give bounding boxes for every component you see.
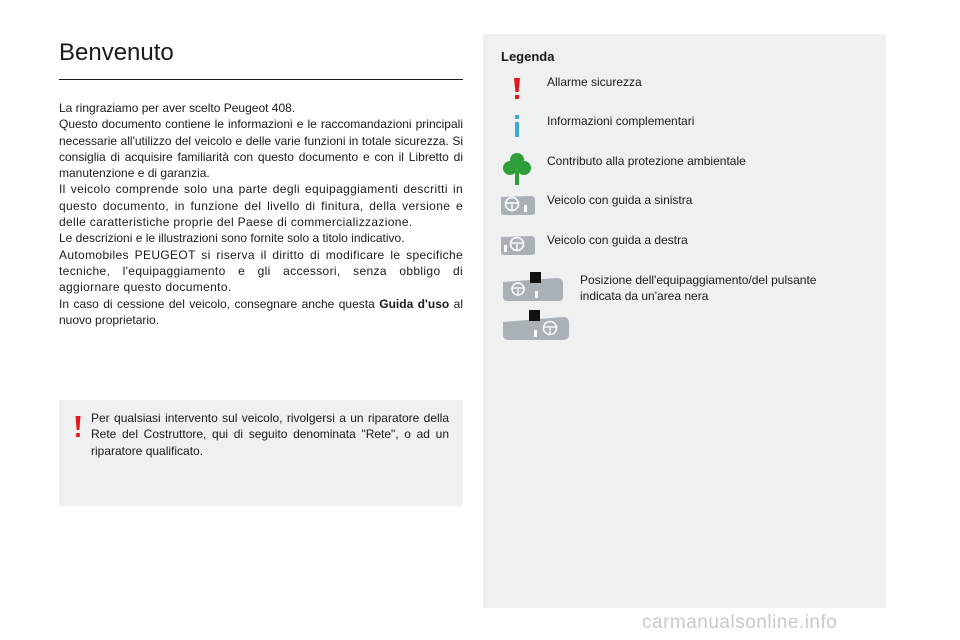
red-exclamation-icon [513,78,521,100]
intro-paragraph: La ringraziamo per aver scelto Peugeot 408. [59,101,296,115]
warning-text: Per qualsiasi intervento sul veicolo, rivolgersi a un riparatore della Rete del Costruttore, qui di seguito denominata "Rete", o ad un riparatore qualificato. [91,411,449,458]
legend-title: Legenda [501,49,555,64]
red-exclamation-icon [75,416,81,438]
intro-paragraph: Questo documento contiene le informazioni e le raccomandazioni principali necessarie all'utilizzo del veicolo e delle varie funzioni in totale sicurezza. Si consiglia di acquisire familiarità con questo documento e con il Libretto di manutenzione e di garanzia. [59,117,463,181]
title-divider [59,79,463,80]
legend-label: Informazioni complementari [547,114,695,128]
legend-label: Veicolo con guida a sinistra [547,193,693,207]
handover-text: In caso di cessione del veicolo, consegnare anche questa [59,296,380,311]
legend-label: Posizione dell'equipaggiamento/del pulsante indicata da un'area nera [580,273,817,303]
intro-paragraph [59,296,463,329]
dashboard-black-area-icon [503,310,569,342]
warning-box [59,400,463,506]
watermark: carmanualsonline.info [642,612,838,633]
blue-info-icon [513,115,521,137]
green-tree-icon [503,152,531,186]
right-hand-drive-icon [501,232,535,256]
intro-column [59,30,463,328]
legend-label: Contributo alla protezione ambientale [547,154,746,168]
intro-text [59,100,463,328]
handover-text-end: al nuovo proprietario. [59,296,463,327]
intro-paragraph: Il veicolo comprende solo una parte degli equipaggiamenti descritti in questo documento, in funzione del livello di finitura, della versione e delle caratteristiche proprie del Paese di commercializzazione. [59,182,463,230]
left-hand-drive-icon [501,192,535,216]
legend-label: Allarme sicurezza [547,75,642,89]
legend-panel [483,34,886,608]
dashboard-black-area-icon [503,272,563,302]
intro-paragraph: Le descrizioni e le illustrazioni sono fornite solo a titolo indicativo. [59,231,405,246]
guide-name: Guida d'uso [379,296,450,311]
page-title: Benvenuto [59,39,174,66]
legend-label: Veicolo con guida a destra [547,233,688,247]
intro-paragraph: Automobiles PEUGEOT si riserva il diritto di modificare le specifiche tecniche, l'equipaggiamento e gli accessori, senza obbligo di aggiornare questo documento. [59,247,463,295]
